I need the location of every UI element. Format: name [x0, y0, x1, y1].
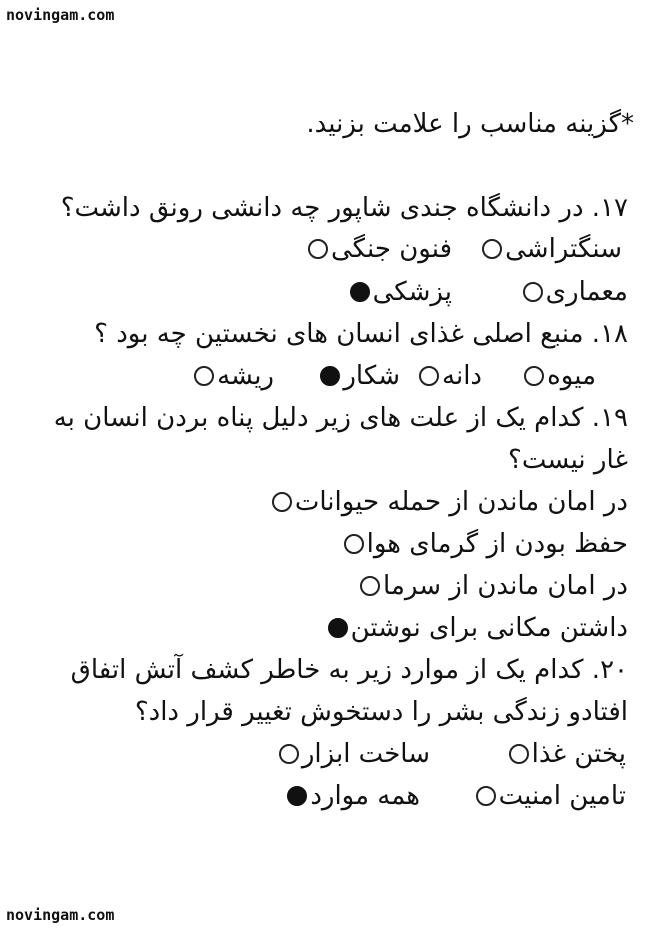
option-17-d[interactable] — [350, 272, 452, 312]
radio-filled-icon[interactable] — [328, 618, 348, 638]
option-label: شکار — [343, 361, 400, 391]
question-19-text-line-2: غار نیست؟ — [508, 445, 628, 475]
radio-empty-icon[interactable] — [308, 239, 328, 259]
radio-filled-icon[interactable] — [320, 366, 340, 386]
radio-empty-icon[interactable] — [194, 366, 214, 386]
option-17-a[interactable] — [482, 229, 622, 269]
option-20-c[interactable] — [476, 776, 626, 816]
option-18-a[interactable] — [524, 356, 596, 396]
question-20-text-line-2: افتادو زندگی بشر را دستخوش تغییر قرار داد؟ — [134, 697, 628, 727]
option-19-a[interactable] — [272, 482, 628, 522]
radio-empty-icon[interactable] — [524, 366, 544, 386]
option-label: در امان ماندن از حمله حیوانات — [294, 487, 628, 517]
radio-filled-icon[interactable] — [287, 786, 307, 806]
option-19-c[interactable] — [360, 566, 628, 606]
radio-filled-icon[interactable] — [350, 282, 370, 302]
option-20-a[interactable] — [509, 734, 626, 774]
option-20-b[interactable] — [279, 734, 430, 774]
watermark-top: novingam.com — [6, 6, 115, 24]
radio-empty-icon[interactable] — [360, 576, 380, 596]
option-17-b[interactable] — [308, 229, 452, 269]
option-label: معماری — [545, 277, 628, 307]
radio-empty-icon[interactable] — [523, 282, 543, 302]
radio-empty-icon[interactable] — [279, 744, 299, 764]
option-18-d[interactable] — [194, 356, 274, 396]
option-18-b[interactable] — [419, 356, 482, 396]
question-20-text-line-1: ۲۰. کدام یک از موارد زیر به خاطر کشف آتش اتفاق — [70, 655, 628, 685]
option-19-d[interactable] — [328, 608, 628, 648]
option-label: ریشه — [217, 361, 274, 391]
option-label: داشتن مکانی برای نوشتن — [350, 613, 628, 643]
option-label: فنون جنگی — [330, 234, 452, 264]
option-label: ساخت ابزار — [301, 739, 430, 769]
option-19-b[interactable] — [344, 524, 628, 564]
question-17-text: ۱۷. در دانشگاه جندی شاپور چه دانشی رونق داشت؟ — [60, 193, 628, 223]
option-label: دانه — [442, 361, 482, 391]
option-label: در امان ماندن از سرما — [383, 571, 628, 601]
option-label: حفظ بودن از گرمای هوا — [366, 529, 628, 559]
option-20-d[interactable] — [287, 776, 420, 816]
question-18-text: ۱۸. منبع اصلی غذای انسان های نخستین چه بود ؟ — [94, 319, 628, 349]
radio-empty-icon[interactable] — [476, 786, 496, 806]
option-label: پختن غذا — [531, 739, 626, 769]
radio-empty-icon[interactable] — [482, 239, 502, 259]
radio-empty-icon[interactable] — [419, 366, 439, 386]
option-label: پزشکی — [372, 277, 452, 307]
question-19-text-line-1: ۱۹. کدام یک از علت های زیر دلیل پناه بردن انسان به — [53, 403, 628, 433]
radio-empty-icon[interactable] — [344, 534, 364, 554]
radio-empty-icon[interactable] — [509, 744, 529, 764]
watermark-bottom: novingam.com — [6, 906, 115, 924]
instruction-text: *گزینه مناسب را علامت بزنید. — [306, 109, 634, 139]
option-label: تامین امنیت — [498, 781, 626, 811]
option-label: همه موارد — [310, 781, 420, 811]
option-18-c[interactable] — [320, 356, 400, 396]
option-17-c[interactable] — [523, 272, 628, 312]
option-label: سنگتراشی — [505, 234, 622, 264]
radio-empty-icon[interactable] — [272, 492, 292, 512]
option-label: میوه — [547, 361, 596, 391]
